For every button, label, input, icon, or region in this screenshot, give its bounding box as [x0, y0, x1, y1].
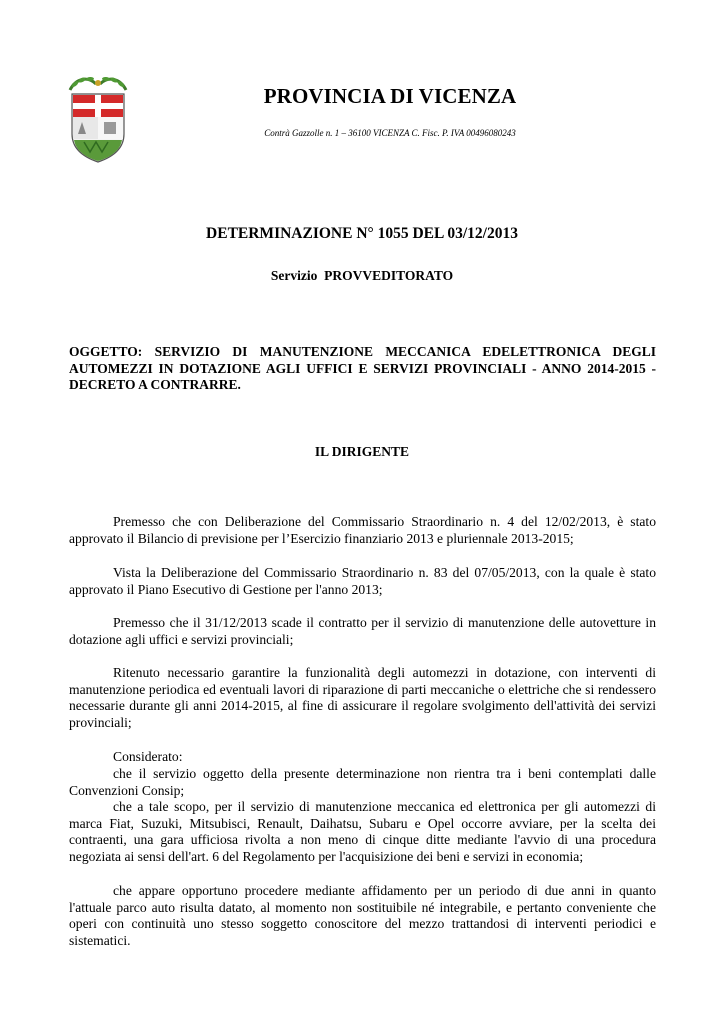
- considerato-label: Considerato:: [113, 749, 183, 764]
- considerato-item-affidamento: che appare opportuno procedere mediante affidamento per un periodo di due anni in quanto l'attuale parco auto risulta datato, al momento non sostituibile né integrabile, e pertanto conveniente che operi con continuità uno stesso soggetto conoscitore del mezzo trattandosi di interventi periodici e sistematici.: [69, 883, 656, 949]
- paragraph-ritenuto: Ritenuto necessario garantire la funzionalità degli automezzi in dotazione, con interventi di manutenzione periodica ed eventuali lavori di riparazione di parti meccaniche o elettriche che si rendessero necessarie durante gli anni 2014-2015, al fine di assicurare il regolare svolgimento dell'attività dei servizi provinciali;: [69, 665, 656, 731]
- paragraph-premesso-bilancio: Premesso che con Deliberazione del Commissario Straordinario n. 4 del 12/02/2013, è stato approvato il Bilancio di previsione per l’Esercizio finanziario 2013 e pluriennale 2013-2015;: [69, 514, 656, 546]
- service-name: Servizio PROVVEDITORATO: [270, 268, 454, 283]
- subject: OGGETTO: SERVIZIO DI MANUTENZIONE MECCANICA EDELETTRONICA DEGLI AUTOMEZZI IN DOTAZIONE AGLI UFFICI E SERVIZI PROVINCIALI - ANNO 2014-2015 - DECRETO A CONTRARRE.: [69, 344, 656, 393]
- determination-number: DETERMINAZIONE N° 1055 DEL 03/12/2013: [206, 225, 518, 242]
- section-heading: IL DIRIGENTE: [314, 444, 410, 459]
- considerato-item-gara: che a tale scopo, per il servizio di manutenzione meccanica ed elettronica per gli automezzi di marca Fiat, Suzuki, Mitsubisci, Renault, Daihatsu, Subaru e Opel occorre avviare, per la scelta dei contraenti, una gara ufficiosa rivolta a non meno di cinque ditte mediante l'avvio di una procedura negoziata ai sensi dell'art. 6 del Regolamento per l'acquisizione dei beni e servizi in economia;: [69, 799, 656, 865]
- paragraph-vista-deliberazione: Vista la Deliberazione del Commissario Straordinario n. 83 del 07/05/2013, con la quale è stato approvato il Piano Esecutivo di Gestione per l'anno 2013;: [69, 565, 656, 597]
- considerato-item-consip: che il servizio oggetto della presente determinazione non rientra tra i beni contemplati dalle Convenzioni Consip;: [69, 766, 656, 798]
- province-crest-icon: [66, 72, 130, 164]
- header-address: Contrà Gazzolle n. 1 – 36100 VICENZA C. Fisc. P. IVA 00496080243: [264, 128, 516, 138]
- page-title: PROVINCIA DI VICENZA: [263, 84, 517, 108]
- paragraph-premesso-contratto: Premesso che il 31/12/2013 scade il contratto per il servizio di manutenzione delle autovetture in dotazione agli uffici e servizi provinciali;: [69, 615, 656, 647]
